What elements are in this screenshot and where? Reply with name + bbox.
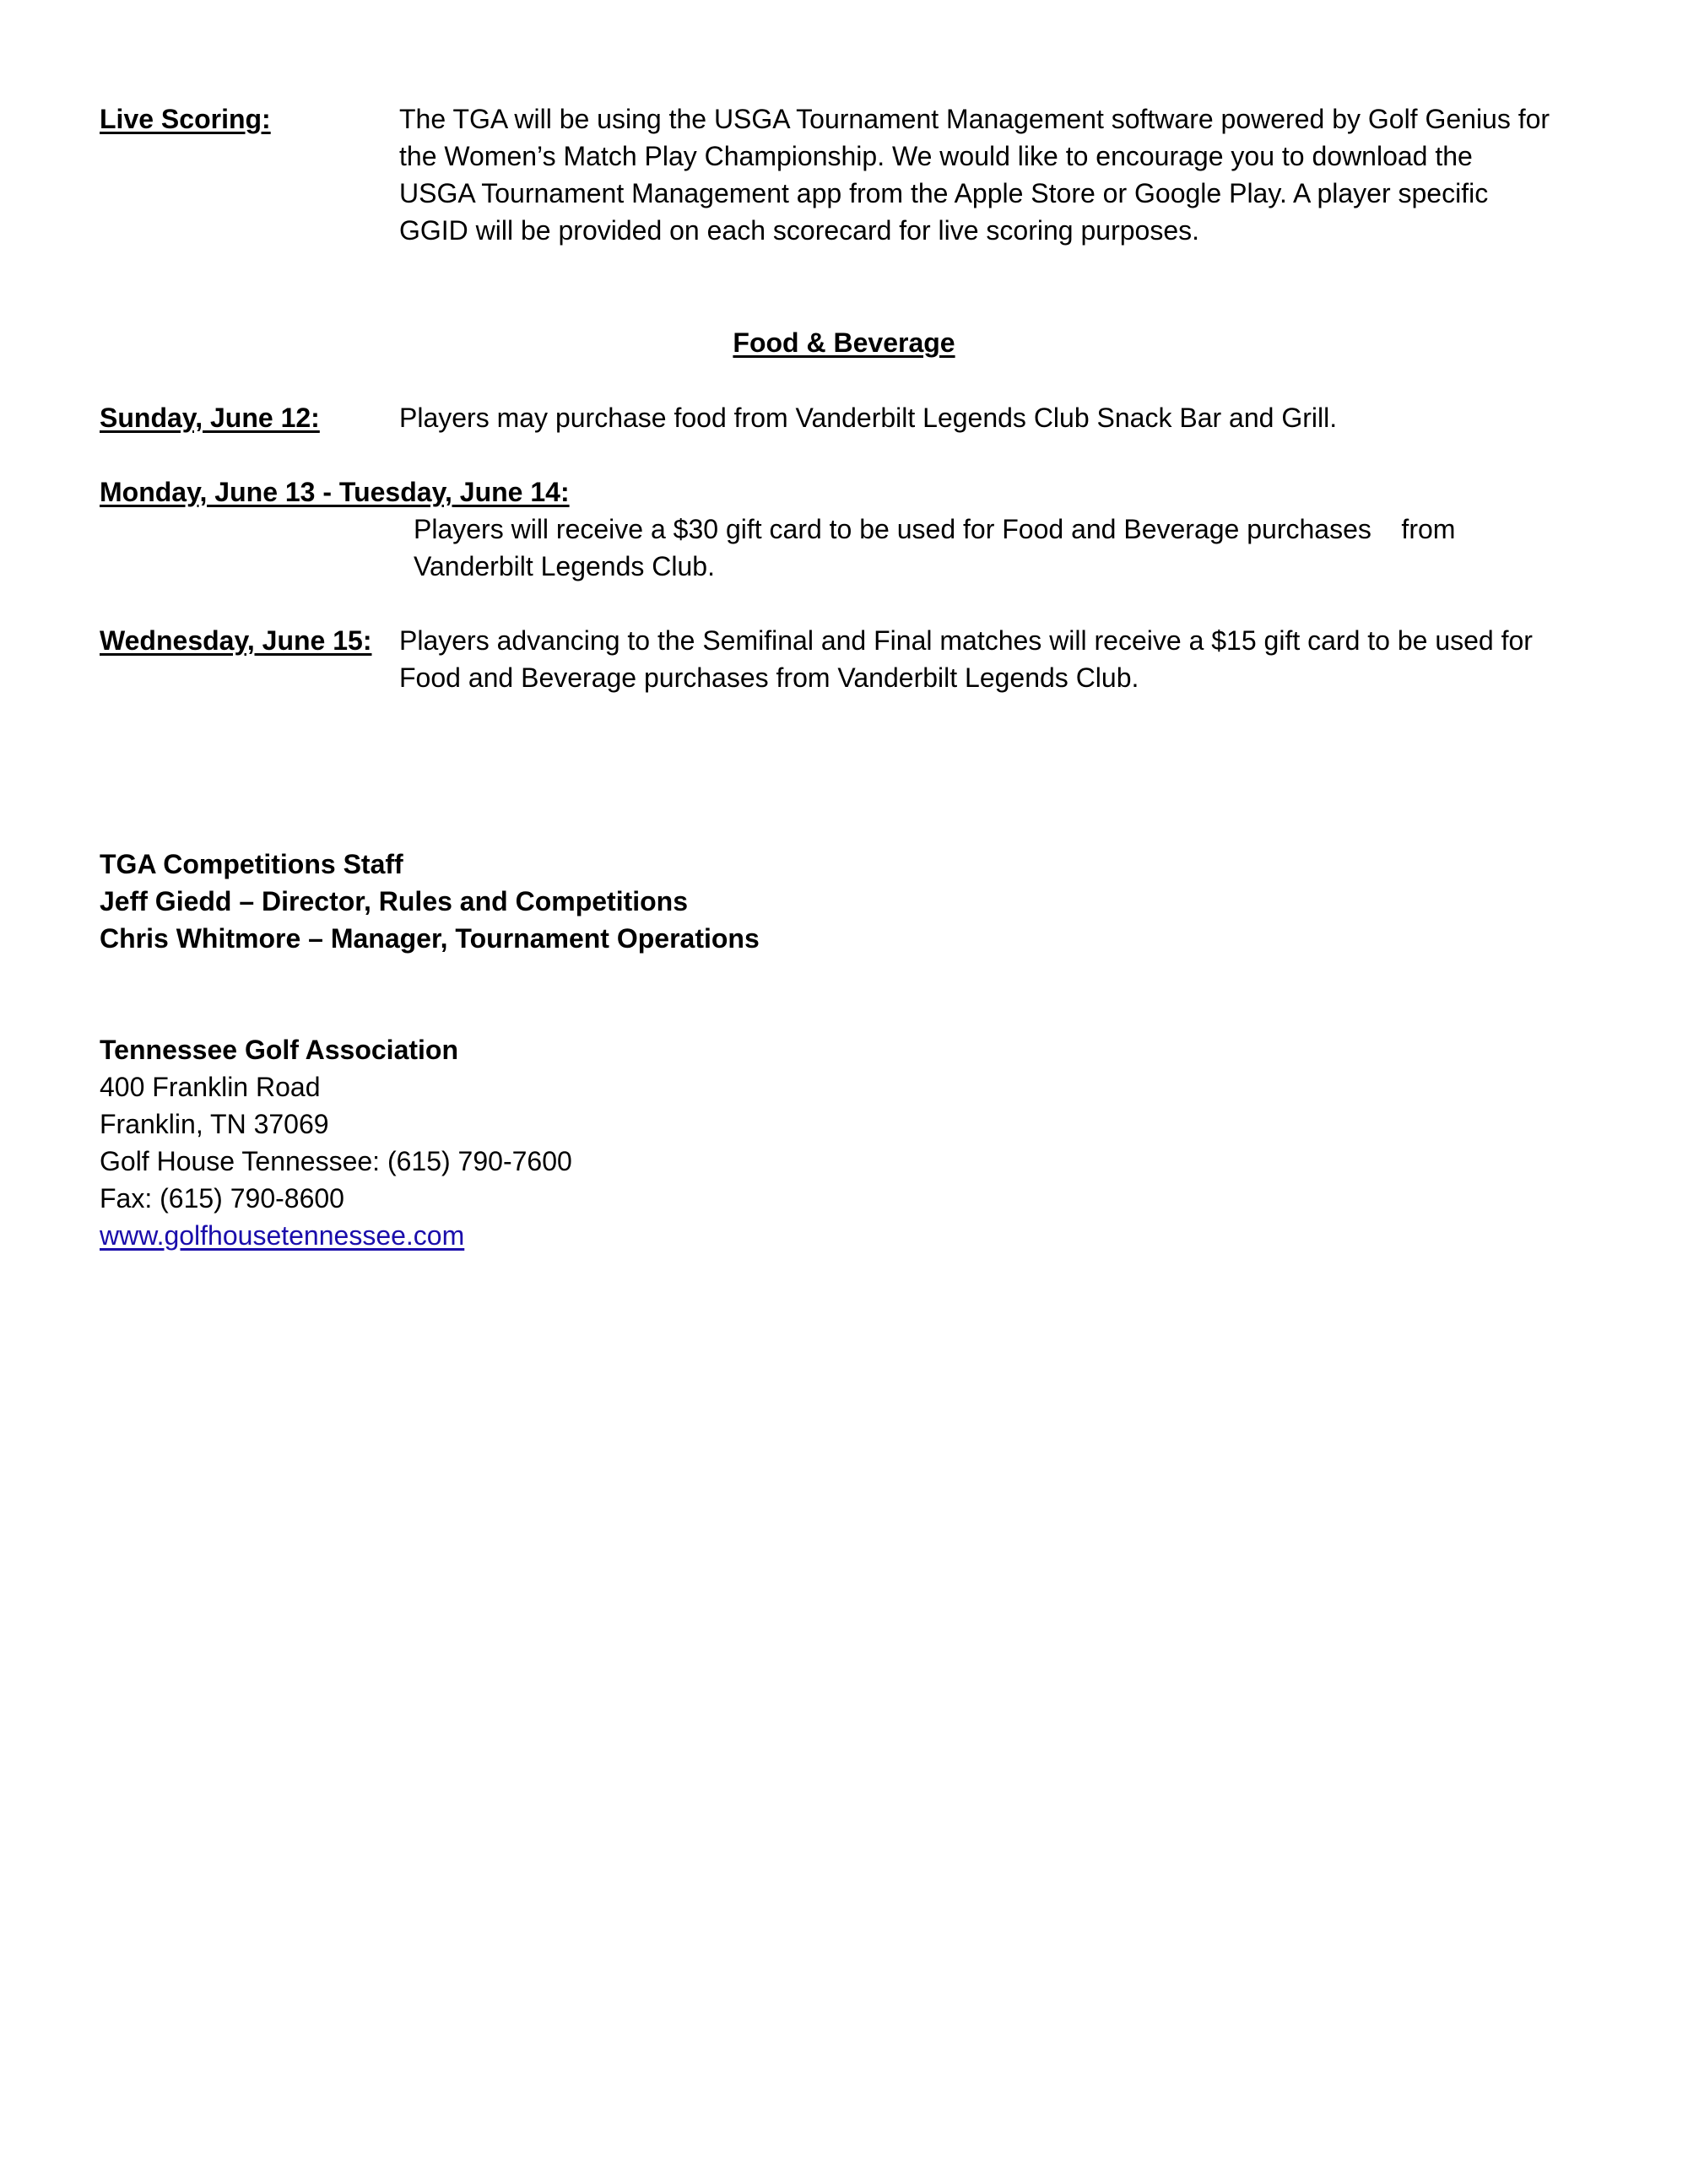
monday-tuesday-line: Vanderbilt Legends Club. bbox=[414, 551, 715, 581]
food-beverage-heading: Food & Beverage bbox=[733, 327, 955, 358]
sunday-label: Sunday, June 12: bbox=[100, 403, 320, 433]
association-name: Tennessee Golf Association bbox=[100, 1035, 458, 1065]
monday-tuesday-paragraph bbox=[414, 511, 1455, 585]
staff-title: TGA Competitions Staff bbox=[100, 849, 403, 879]
live-scoring-line: the Women’s Match Play Championship. We would like to encourage you to download the bbox=[399, 141, 1473, 171]
address-line: Franklin, TN 37069 bbox=[100, 1109, 329, 1139]
fax-number: Fax: (615) 790-8600 bbox=[100, 1183, 344, 1214]
live-scoring-label: Live Scoring: bbox=[100, 104, 271, 134]
live-scoring-line: GGID will be provided on each scorecard for live scoring purposes. bbox=[399, 215, 1199, 246]
wednesday-line: Food and Beverage purchases from Vanderbilt Legends Club. bbox=[399, 662, 1139, 693]
phone-number: Golf House Tennessee: (615) 790-7600 bbox=[100, 1146, 572, 1176]
live-scoring-paragraph bbox=[399, 100, 1550, 249]
wednesday-label: Wednesday, June 15: bbox=[100, 625, 372, 656]
staff-block bbox=[100, 846, 760, 957]
wednesday-line: Players advancing to the Semifinal and Final matches will receive a $15 gift card to be used for bbox=[399, 625, 1533, 656]
address-line: 400 Franklin Road bbox=[100, 1072, 321, 1102]
association-block bbox=[100, 1031, 572, 1254]
monday-tuesday-line: Players will receive a $30 gift card to be used for Food and Beverage purchases from bbox=[414, 514, 1456, 544]
monday-tuesday-label: Monday, June 13 - Tuesday, June 14: bbox=[100, 477, 570, 507]
sunday-text: Players may purchase food from Vanderbilt Legends Club Snack Bar and Grill. bbox=[399, 403, 1338, 433]
website-link[interactable]: www.golfhousetennessee.com bbox=[100, 1220, 465, 1251]
live-scoring-line: The TGA will be using the USGA Tournament Management software powered by Golf Genius for bbox=[399, 104, 1550, 134]
live-scoring-line: USGA Tournament Management app from the Apple Store or Google Play. A player specific bbox=[399, 178, 1489, 208]
staff-member: Chris Whitmore – Manager, Tournament Operations bbox=[100, 923, 760, 954]
wednesday-paragraph bbox=[399, 622, 1533, 696]
staff-member: Jeff Giedd – Director, Rules and Competitions bbox=[100, 886, 689, 916]
